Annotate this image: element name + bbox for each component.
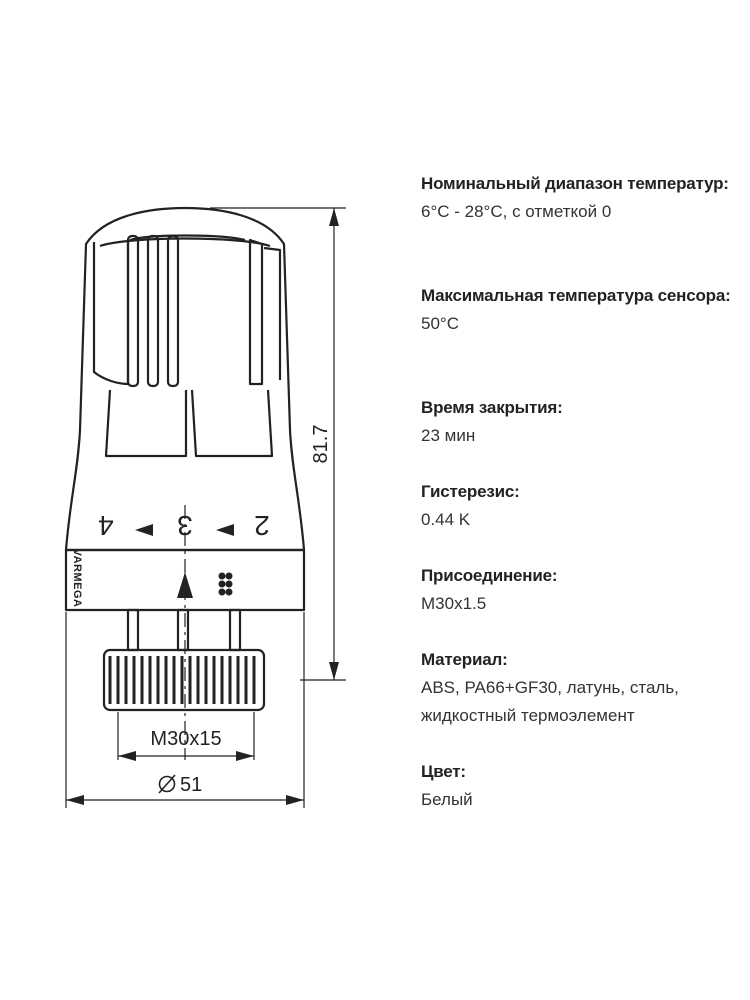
dimension-arrow-icon	[118, 751, 136, 761]
dial-marker-icon	[135, 524, 153, 536]
dimension-thread-label: M30x15	[150, 728, 222, 750]
head-body-outline	[66, 208, 304, 550]
spec-closing-time	[421, 394, 741, 450]
dimension-diameter-label: 51	[180, 774, 203, 796]
dimension-diameter	[159, 774, 202, 796]
brand-logo-text: VARMEGA	[71, 548, 83, 608]
spec-value: 6°C - 28°C, с отметкой 0	[421, 202, 612, 221]
pin	[128, 610, 138, 650]
spec-connection	[421, 562, 741, 618]
dimension-arrow-icon	[236, 751, 254, 761]
pin	[178, 610, 188, 650]
spec-value: 50°C	[421, 314, 459, 333]
spec-label: Номинальный диапазон температур:	[421, 174, 729, 193]
dimension-arrow-icon	[329, 662, 339, 680]
side-panel-left	[94, 242, 128, 384]
snowflake-dots-icon	[219, 573, 233, 596]
pointer-arrow-icon	[177, 572, 193, 598]
spec-value: 23 мин	[421, 426, 476, 445]
side-panel-right-inner	[192, 390, 272, 456]
side-panel-left-inner	[106, 390, 186, 456]
spec-value: ABS, PA66+GF30, латунь, сталь, жидкостный термоэлемент	[421, 678, 679, 725]
spec-label: Материал:	[421, 650, 508, 669]
spec-value: 0.44 K	[421, 510, 471, 529]
dial-label-3: 3	[177, 510, 193, 541]
diameter-symbol-slash	[159, 775, 175, 793]
spec-max-sensor-temperature	[421, 282, 741, 338]
dial-label-2: 2	[254, 510, 270, 541]
right-groove	[264, 248, 280, 380]
dial-marker-icon	[216, 524, 234, 536]
dimension-arrow-icon	[329, 208, 339, 226]
spec-value: M30x1.5	[421, 594, 487, 613]
spec-label: Цвет:	[421, 762, 466, 781]
spec-label: Гистерезис:	[421, 482, 520, 501]
dial-label-4: 4	[98, 510, 114, 541]
side-panel-right	[250, 240, 262, 384]
knurled-nut	[104, 650, 264, 710]
spec-color	[421, 758, 741, 814]
pin	[230, 610, 240, 650]
spec-label: Время закрытия:	[421, 398, 563, 417]
grip-bar	[148, 236, 158, 386]
grip-bar	[168, 236, 178, 386]
spec-value: Белый	[421, 790, 473, 809]
grip-bar	[128, 236, 138, 386]
dimension-arrow-icon	[66, 795, 84, 805]
spec-hysteresis	[421, 478, 741, 534]
spec-temperature-range	[421, 170, 741, 226]
spec-label: Максимальная температура сенсора:	[421, 286, 731, 305]
spec-material	[421, 646, 741, 730]
knurl-pattern	[110, 656, 254, 704]
spec-label: Присоединение:	[421, 566, 558, 585]
dimension-arrow-icon	[286, 795, 304, 805]
dimension-height-label: 81.7	[310, 424, 332, 464]
